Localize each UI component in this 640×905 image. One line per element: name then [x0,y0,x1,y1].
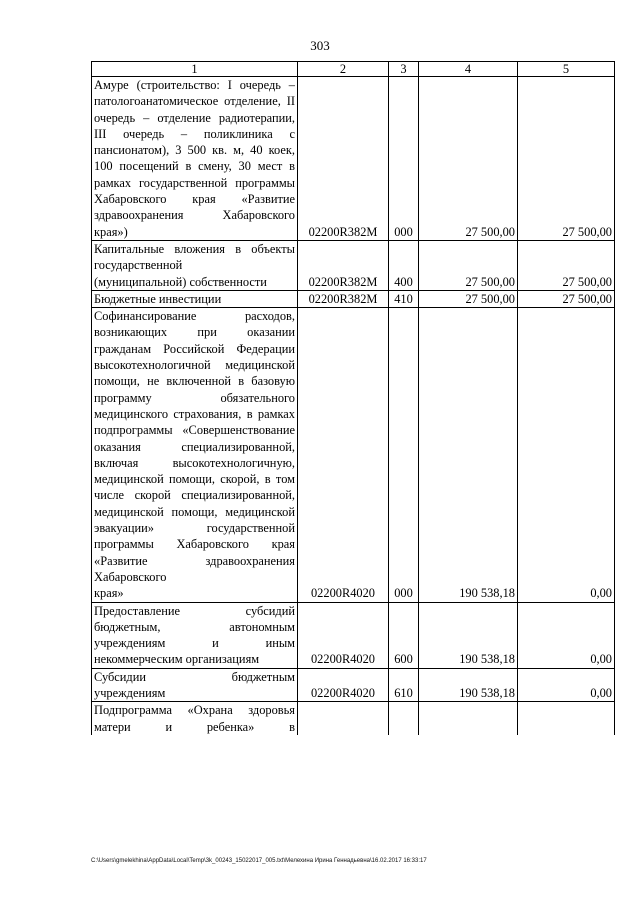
row-name [92,240,298,290]
column-header-4: 4 [419,62,518,77]
target-article-code: 02200R4020 [298,602,389,668]
expense-type-code: 000 [389,308,419,602]
row-name-last-line: учреждениям [94,685,166,700]
row-name-last-line: некоммерческим организациям [94,652,260,667]
table-row [92,290,615,307]
row-name [92,308,298,602]
row-name-text: Подпрограмма «Охрана здоровья матери и ребенка» в [94,703,295,734]
target-article-code: 02200R382M [298,77,389,241]
row-name-text: Амуре (строительство: I очередь – патологоанатомическое отделение, II очередь – отделение радиотерапии, III очередь – поликлиника с пансионатом), 3 500 кв. м, 40 коек, 100 посещений в смену, 30 мест в рамках государственной программы Хабаровского края «Развитие здравоохранения Хабаровского [94,78,295,223]
column-header-5: 5 [518,62,615,77]
amount-col-5: 27 500,00 [518,77,615,241]
row-name [92,290,298,307]
row-name-last-line: края» [94,586,124,601]
target-article-code: 02200R382M [298,240,389,290]
table-row [92,602,615,668]
amount-col-5: 27 500,00 [518,240,615,290]
column-header-3: 3 [389,62,419,77]
amount-col-5: 0,00 [518,602,615,668]
expense-type-code: 610 [389,668,419,702]
table-row [92,240,615,290]
file-path-footer: C:\Users\gmelekhina\AppData\Local\Temp\3k_00243_15022017_005.txt\Мелехина Ирина Геннадьевна\16.02.2017 16:33:17 [91,858,427,864]
expense-type-code: 410 [389,290,419,307]
amount-col-4: 27 500,00 [419,77,518,241]
amount-col-4: 190 538,18 [419,668,518,702]
budget-table [91,61,615,735]
table-row [92,308,615,602]
target-article-code [298,702,389,735]
row-name [92,702,298,735]
expense-type-code: 600 [389,602,419,668]
amount-col-4: 190 538,18 [419,308,518,602]
expense-type-code: 400 [389,240,419,290]
row-name [92,602,298,668]
row-name [92,77,298,241]
row-name-last-line: (муниципальной) собственности [94,274,267,289]
amount-col-4 [419,702,518,735]
target-article-code: 02200R4020 [298,668,389,702]
row-name-text: Предоставление субсидий бюджетным, автономным учреждениям и иным [94,603,295,651]
amount-col-5 [518,702,615,735]
table-row-continued [92,702,615,735]
target-article-code: 02200R4020 [298,308,389,602]
row-name-text: Субсидии бюджетным [94,669,295,684]
row-name-last-line: Бюджетные инвестиции [94,291,222,306]
page-number: 303 [310,38,330,53]
column-number-row [92,62,615,77]
expense-type-code [389,702,419,735]
row-name [92,668,298,702]
column-header-1: 1 [92,62,298,77]
row-name-last-line: края») [94,224,128,239]
row-name-text: Софинансирование расходов, возникающих при оказании гражданам Российской Федерации высокотехнологичной медицинской помощи, не включенной в базовую программу обязательного медицинского страхования, в рамках подпрограммы «Совершенствование оказания специализированной, включая высокотехнологичную, медицинской помощи, скорой, в том числе скорой специализированной, медицинской помощи, медицинской эвакуации» государственной программы Хабаровского края «Развитие здравоохранения Хабаровского [94,309,295,584]
amount-col-5: 27 500,00 [518,290,615,307]
row-name-text: Капитальные вложения в объекты государственной [94,241,295,273]
table-row [92,77,615,241]
amount-col-4: 27 500,00 [419,290,518,307]
amount-col-5: 0,00 [518,308,615,602]
table-row [92,668,615,702]
target-article-code: 02200R382M [298,290,389,307]
column-header-2: 2 [298,62,389,77]
amount-col-4: 190 538,18 [419,602,518,668]
amount-col-5: 0,00 [518,668,615,702]
expense-type-code: 000 [389,77,419,241]
amount-col-4: 27 500,00 [419,240,518,290]
